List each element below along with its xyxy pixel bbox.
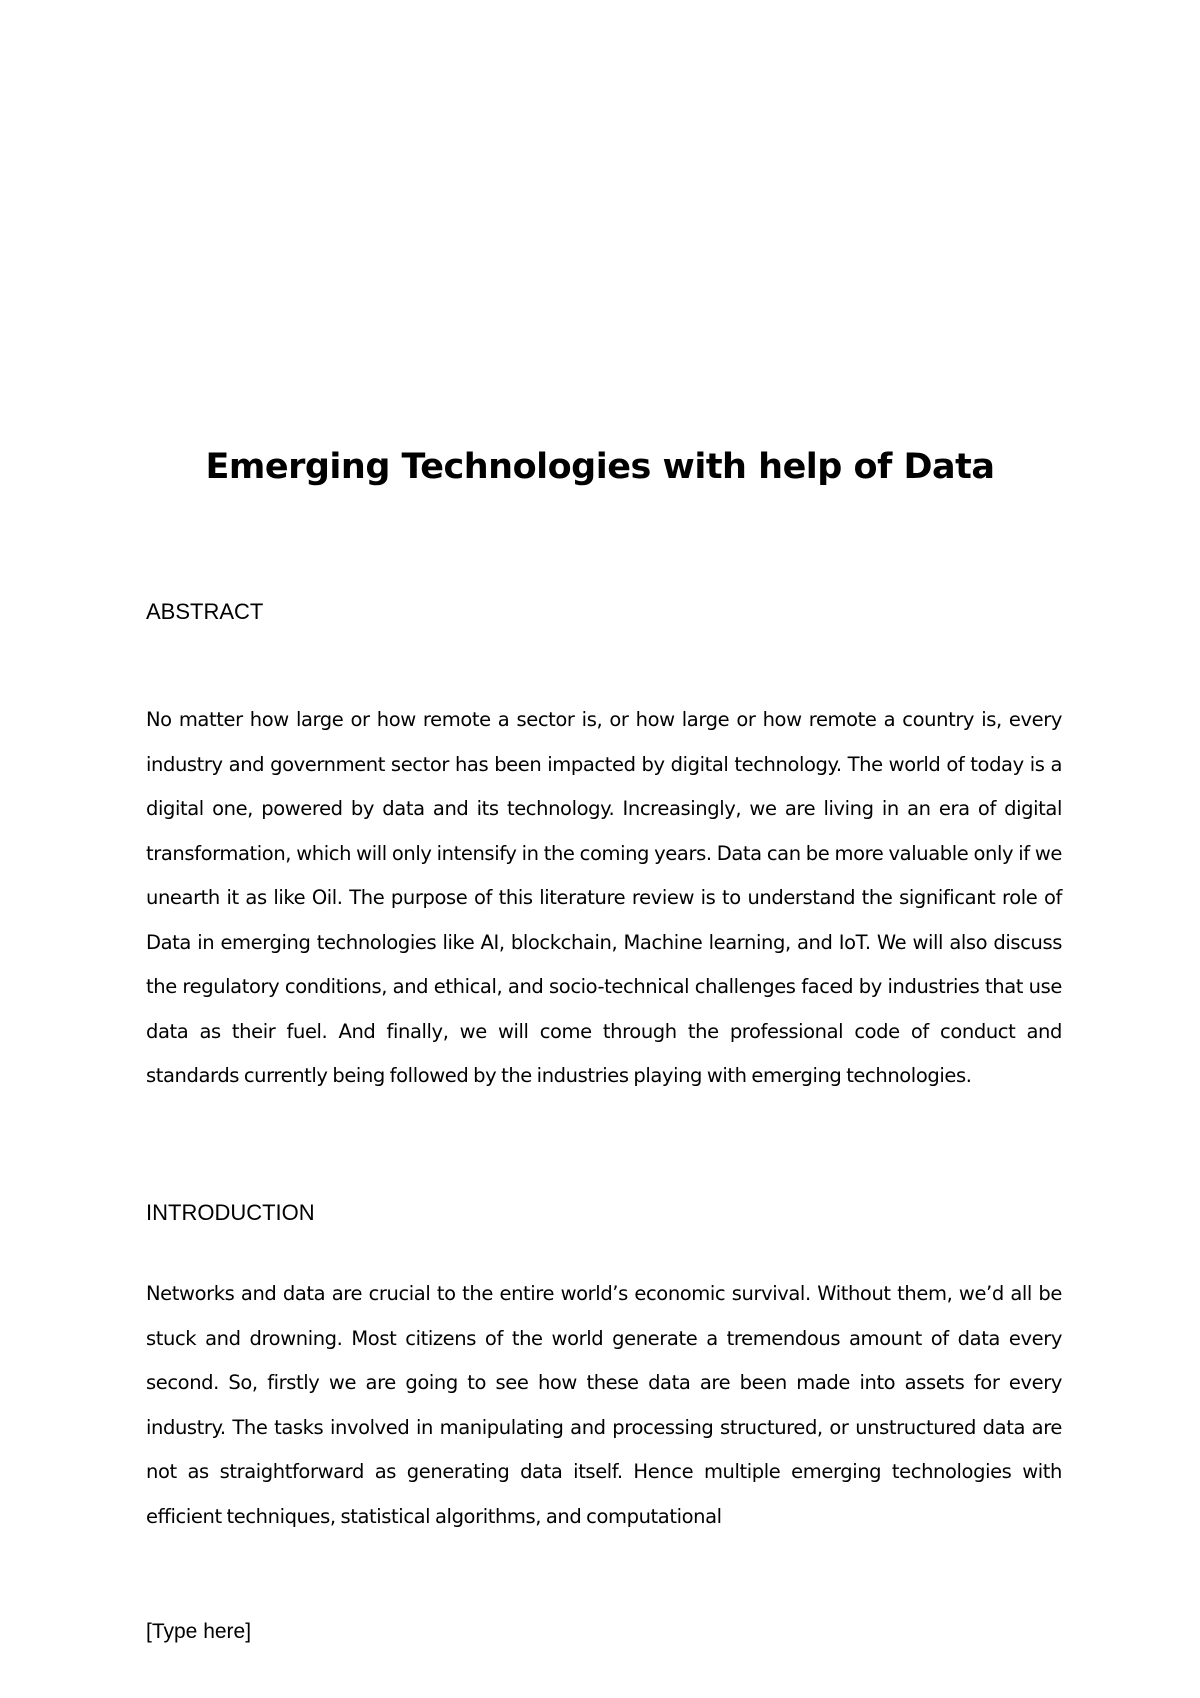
page-footer: [Type here] [146, 1620, 252, 1643]
introduction-paragraph: Networks and data are crucial to the entire world’s economic survival. Without them, we’d all be stuck and drowning. Most citizens of the world generate a tremendous amount of data every second. So, firstly we are going to see how these data are been made into assets for every industry. The tasks involved in manipulating and processing structured, or unstructured data are not as straightforward as generating data itself. Hence multiple emerging technologies with efficient techniques, statistical algorithms, and computational [146, 1282, 1062, 1528]
introduction-heading: INTRODUCTION [146, 1200, 315, 1225]
abstract-heading: ABSTRACT [146, 599, 264, 624]
abstract-paragraph: No matter how large or how remote a sector is, or how large or how remote a country is, every industry and government sector has been impacted by digital technology. The world of today is a digital one, powered by data and its technology. Increasingly, we are living in an era of digital transformation, which will only intensify in the coming years. Data can be more valuable only if we unearth it as like Oil. The purpose of this literature review is to understand the significant role of Data in emerging technologies like AI, blockchain, Machine learning, and IoT. We will also discuss the regulatory conditions, and ethical, and socio-technical challenges faced by industries that use data as their fuel. And finally, we will come through the professional code of conduct and standards currently being followed by the industries playing with emerging technologies. [146, 708, 1062, 1087]
document-title: Emerging Technologies with help of Data [205, 447, 995, 487]
